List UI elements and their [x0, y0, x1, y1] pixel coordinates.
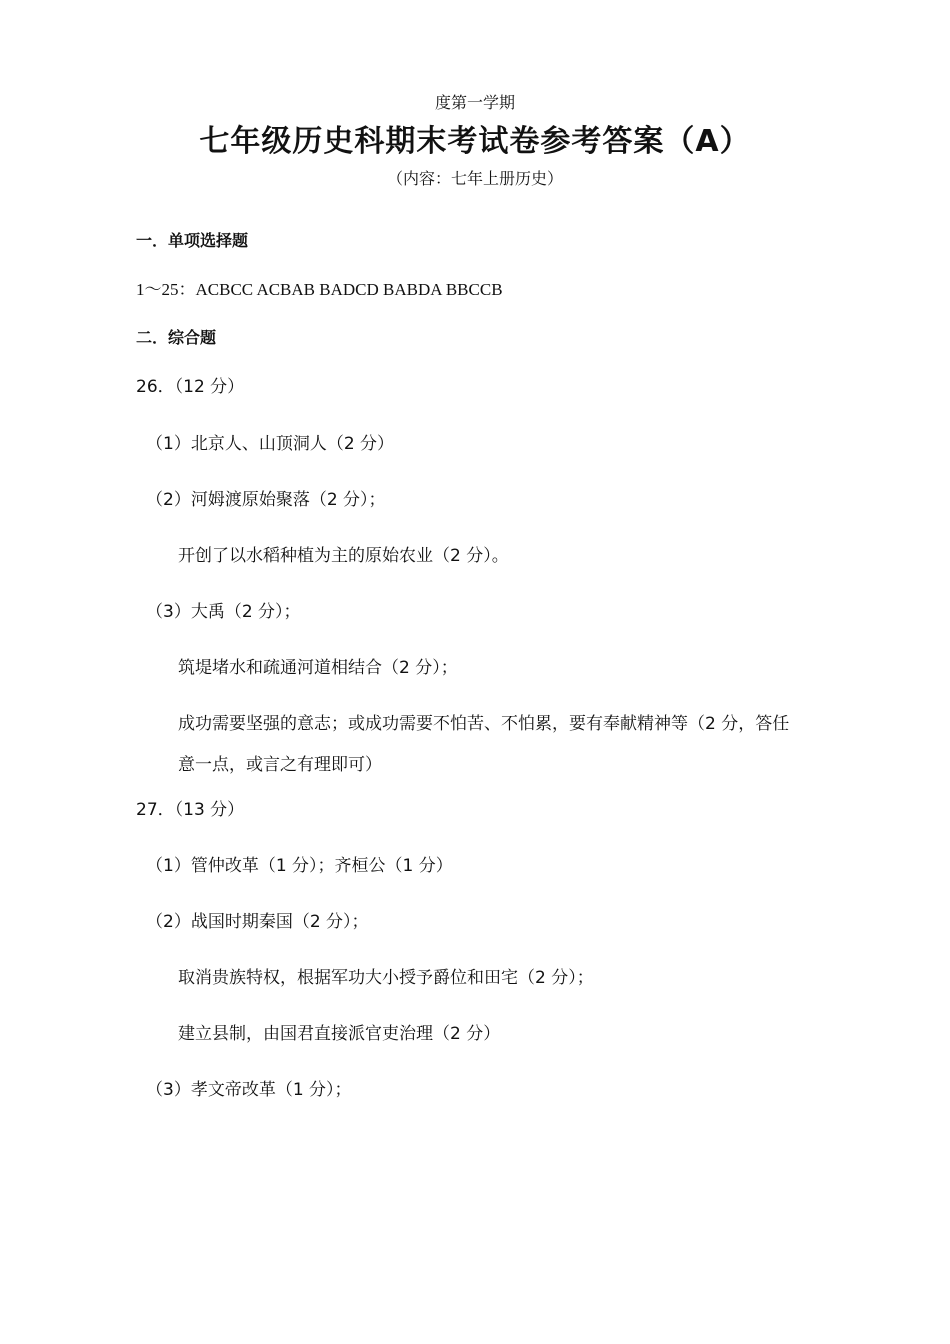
term-heading: 度第一学期 — [434, 93, 515, 112]
q26-part-3: （3）大禹（2 分）； — [146, 602, 301, 622]
q27-part-2-detail-a: 取消贵族特权，根据军功大小授予爵位和田宅（2 分）； — [178, 968, 594, 988]
question-26-label: 26．（12 分） — [136, 377, 245, 397]
content-note: （内容：七年上册历史） — [386, 169, 563, 188]
q26-part-2: （2）河姆渡原始聚落（2 分）； — [146, 490, 386, 510]
choice-answers: 1～25：ACBCC ACBAB BADCD BABDA BBCCB — [136, 280, 503, 299]
section-heading-comprehensive: 二．综合题 — [136, 328, 217, 347]
q27-part-2: （2）战国时期秦国（2 分）； — [146, 912, 369, 932]
q26-part-2-detail: 开创了以水稻种植为主的原始农业（2 分）。 — [178, 546, 509, 566]
page-title: 七年级历史科期末考试卷参考答案（A） — [199, 124, 751, 159]
q27-part-2-detail-b: 建立县制，由国君直接派官吏治理（2 分） — [178, 1024, 501, 1044]
q26-part-3-detail-b: 成功需要坚强的意志；或成功需要不怕苦、不怕累，要有奉献精神等（2 分，答任 — [178, 714, 790, 734]
q27-part-3: （3）孝文帝改革（1 分）； — [146, 1080, 352, 1100]
section-heading-choice: 一．单项选择题 — [136, 231, 249, 250]
question-27-label: 27．（13 分） — [136, 800, 245, 820]
q27-part-1: （1）管仲改革（1 分）；齐桓公（1 分） — [146, 856, 453, 876]
q26-part-1: （1）北京人、山顶洞人（2 分） — [146, 434, 395, 454]
q26-part-3-detail-c: 意一点，或言之有理即可） — [178, 755, 382, 775]
q26-part-3-detail-a: 筑堤堵水和疏通河道相结合（2 分）； — [178, 658, 458, 678]
